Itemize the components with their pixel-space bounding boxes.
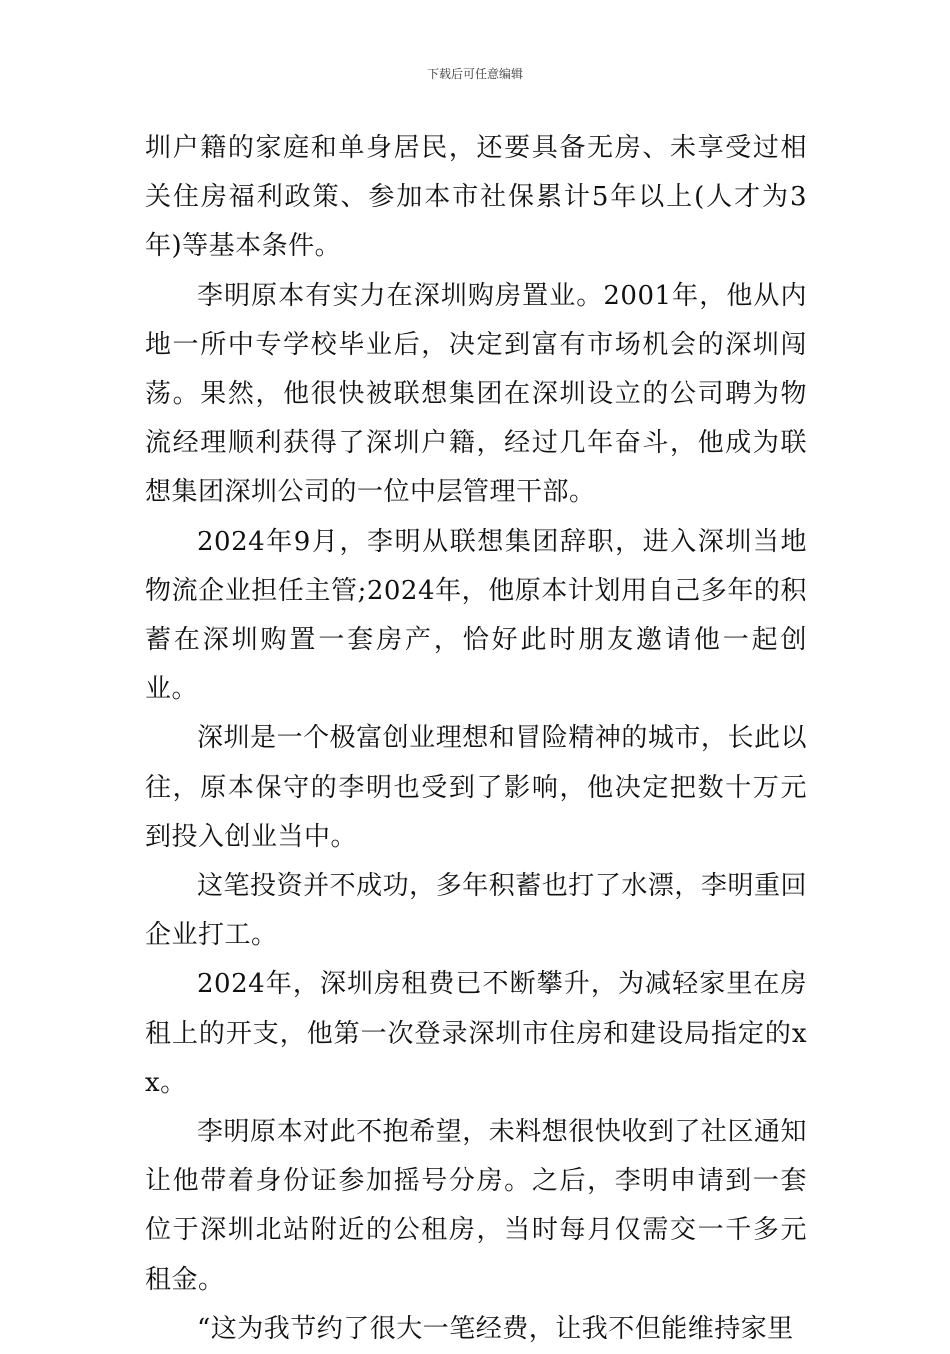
paragraph: 2024年9月，李明从联想集团辞职，进入深圳当地物流企业担任主管;2024年，他原本计划用自己多年的积蓄在深圳购置一套房产，恰好此时朋友邀请他一起创业。: [145, 526, 807, 705]
paragraph: 2024年，深圳房租费已不断攀升，为减轻家里在房租上的开支，他第一次登录深圳市住房和建设局指定的xx。: [145, 969, 807, 1098]
paragraph: 圳户籍的家庭和单身居民，还要具备无房、未享受过相关住房福利政策、参加本市社保累计5年以上(人才为3年)等基本条件。: [145, 133, 807, 262]
document-body: [145, 124, 807, 1354]
paragraph: 深圳是一个极富创业理想和冒险精神的城市，长此以往，原本保守的李明也受到了影响，他决定把数十万元到投入创业当中。: [145, 723, 807, 852]
paragraph: 李明原本有实力在深圳购房置业。2001年，他从内地一所中专学校毕业后，决定到富有市场机会的深圳闯荡。果然，他很快被联想集团在深圳设立的公司聘为物流经理顺利获得了深圳户籍，经过几年奋斗，他成为联想集团深圳公司的一位中层管理干部。: [145, 280, 807, 508]
paragraph: 李明原本对此不抱希望，未料想很快收到了社区通知让他带着身份证参加摇号分房。之后，李明申请到一套位于深圳北站附近的公租房，当时每月仅需交一千多元租金。: [145, 1117, 807, 1295]
paragraph: “这为我节约了很大一笔经费，让我不但能维持家里: [197, 1313, 794, 1344]
page-header-note: 下载后可任意编辑: [426, 67, 523, 81]
paragraph: 这笔投资并不成功，多年积蓄也打了水漂，李明重回企业打工。: [145, 871, 807, 951]
